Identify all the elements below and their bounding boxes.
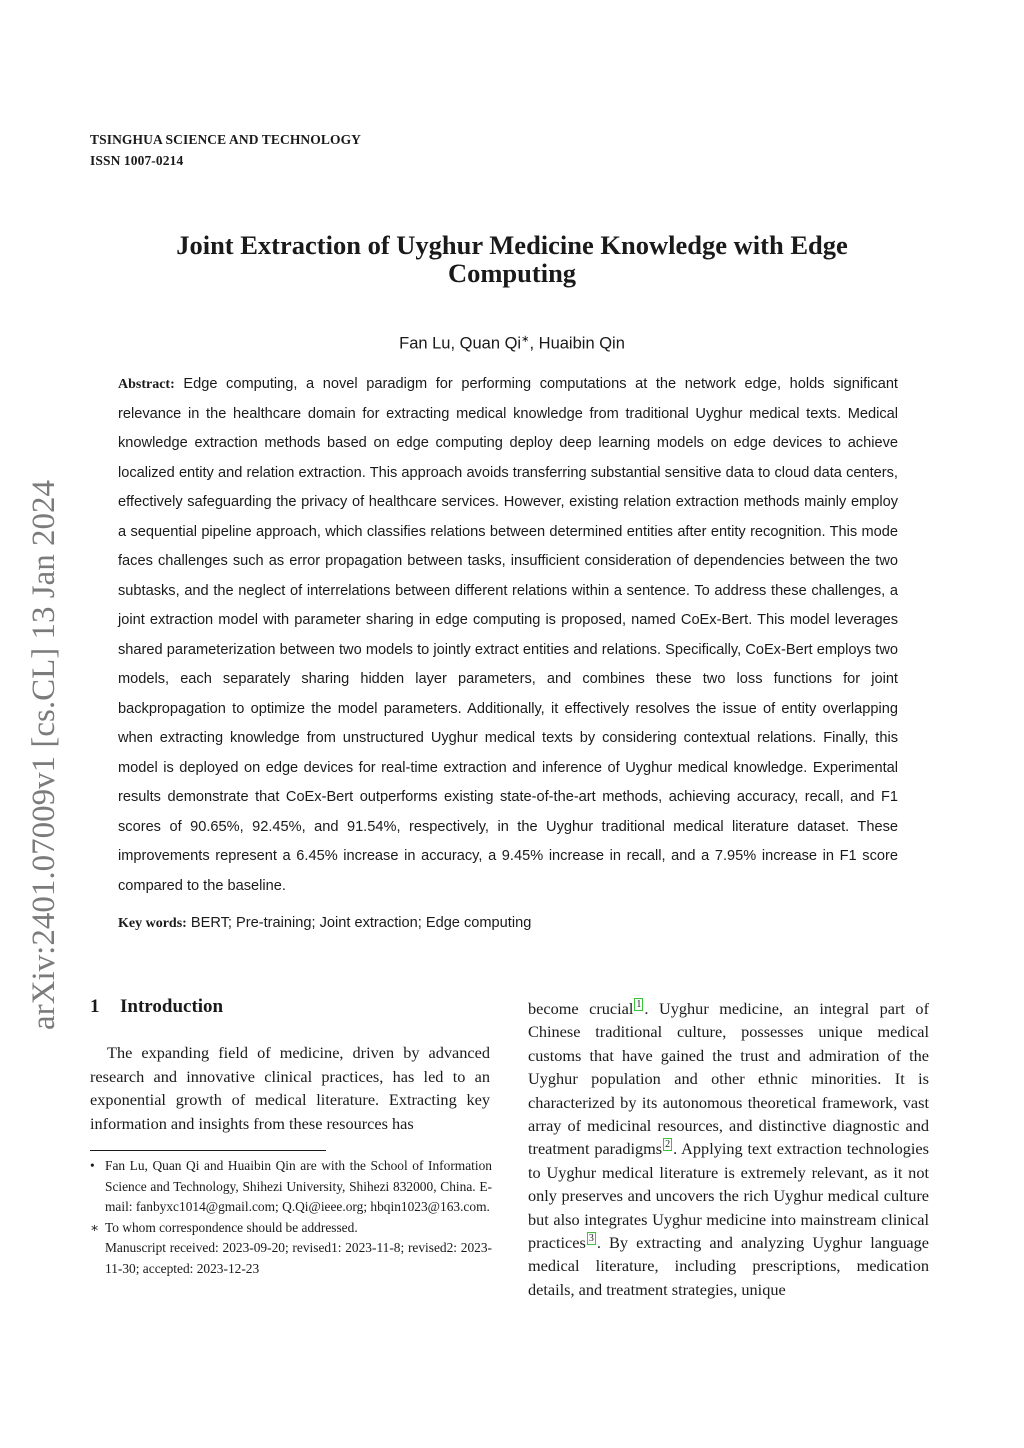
intro-right-seg4: . By extracting and analyzing Uyghur language medical literature, including prescriptions, medication details, and treatment strategies, unique: [528, 1233, 929, 1299]
abstract-text: Edge computing, a novel paradigm for performing computations at the network edge, holds significant relevance in the healthcare domain for extracting medical knowledge from traditional Uyghur medical texts. Medical knowledge extraction methods based on edge computing deploy deep learning models on edge devices to achieve localized entity and relation extraction. This approach avoids transferring substantial sensitive data to cloud data centers, effectively safeguarding the privacy of healthcare services. However, existing relation extraction methods mainly employ a sequential pipeline approach, which classifies relations between determined entities after entity recognition. This mode faces challenges such as error propagation between tasks, insufficient consideration of dependencies between the two subtasks, and the neglect of interrelations between different relations within a sentence. To address these challenges, a joint extraction model with parameter sharing in edge computing is proposed, named CoEx-Bert. This model leverages shared parameterization between two models to jointly extract entities and relations. Specifically, CoEx-Bert employs two models, each separately sharing hidden layer parameters, and combines these two loss functions for joint backpropagation to optimize the model parameters. Additionally, it effectively resolves the issue of entity overlapping when extracting knowledge from unstructured Uyghur medical texts by considering contextual relations. Finally, this model is deployed on edge devices for real-time extraction and inference of Uyghur medical knowledge. Experimental results demonstrate that CoEx-Bert outperforms existing state-of-the-art methods, achieving accuracy, recall, and F1 scores of 90.65%, 92.45%, and 91.54%, respectively, in the Uyghur traditional medical literature dataset. These improvements represent a 6.45% increase in accuracy, a 9.45% increase in recall, and a 7.95% increase in F1 score compared to the baseline.: [118, 376, 898, 894]
footnote-affiliation: [90, 1156, 492, 1218]
corresponding-author-mark: ∗: [521, 334, 530, 345]
intro-right-seg3: . Applying text extraction technologies to Uyghur medical literature is extremely relevant, as it not only preserves and uncovers the rich Uyghur medical culture but also integrates Uyghur medicine into mainstream clinical practices: [528, 1139, 929, 1253]
arxiv-stamp: arXiv:2401.07009v1 [cs.CL] 13 Jan 2024: [26, 480, 62, 1030]
authors-names-1: Fan Lu, Quan Qi: [399, 334, 522, 353]
section-number: 1: [90, 996, 100, 1017]
footnote-correspondence: [90, 1218, 492, 1239]
section-title: Introduction: [120, 996, 224, 1017]
paper-title: Joint Extraction of Uyghur Medicine Knowledge with Edge Computing: [176, 230, 848, 288]
citation-link-1[interactable]: 1: [636, 999, 642, 1010]
intro-paragraph-right: [528, 997, 929, 1301]
journal-header: [90, 129, 361, 171]
keywords-label: Key words:: [118, 916, 187, 931]
abstract: [118, 370, 898, 901]
abstract-label: Abstract:: [118, 377, 175, 392]
citation-link-3[interactable]: 3: [588, 1233, 594, 1245]
keywords-text: BERT; Pre-training; Joint extraction; Edge computing: [190, 915, 532, 931]
intro-paragraph-left: The expanding field of medicine, driven by advanced research and innovative clinical practices, has led to an exponential growth of medical literature. Extracting key information and insights from these resources has: [90, 1043, 490, 1133]
asterisk-mark: ∗: [90, 1219, 100, 1235]
intro-right-seg2: . Uyghur medicine, an integral part of Chinese traditional culture, possesses unique medical customs that have gained the trust and admiration of the Uyghur population and other ethnic minorities. It is characterized by its autonomous theoretical framework, vast array of medicinal resources, and distinctive diagnostic and treatment paradigms: [528, 999, 929, 1159]
journal-issn: ISSN 1007-0214: [90, 153, 184, 168]
paper-authors: [150, 328, 874, 356]
footnote-manuscript: Manuscript received: 2023-09-20; revised1: 2023-11-8; revised2: 2023-11-30; accepted: 2023-12-23: [105, 1240, 492, 1276]
authors-names-2: , Huaibin Qin: [529, 334, 625, 353]
intro-right-seg1: become crucial: [528, 999, 634, 1018]
keywords: [118, 909, 898, 938]
correspondence-text: To whom correspondence should be addressed.: [105, 1219, 358, 1235]
footnote-divider: [90, 1150, 326, 1151]
bullet-mark: •: [90, 1158, 95, 1173]
section-heading: [90, 993, 223, 1021]
journal-name: TSINGHUA SCIENCE AND TECHNOLOGY: [90, 132, 362, 147]
footnotes: [90, 1156, 492, 1279]
affiliation-text: Fan Lu, Quan Qi and Huaibin Qin are with the School of Information Science and Technology, Shihezi University, Shihezi 832000, China. E-mail: fanbyxc1014@gmail.com; Q.Qi@ieee.org; hbqin1023@163.com.: [105, 1158, 492, 1214]
citation-link-2[interactable]: 2: [665, 1139, 671, 1151]
